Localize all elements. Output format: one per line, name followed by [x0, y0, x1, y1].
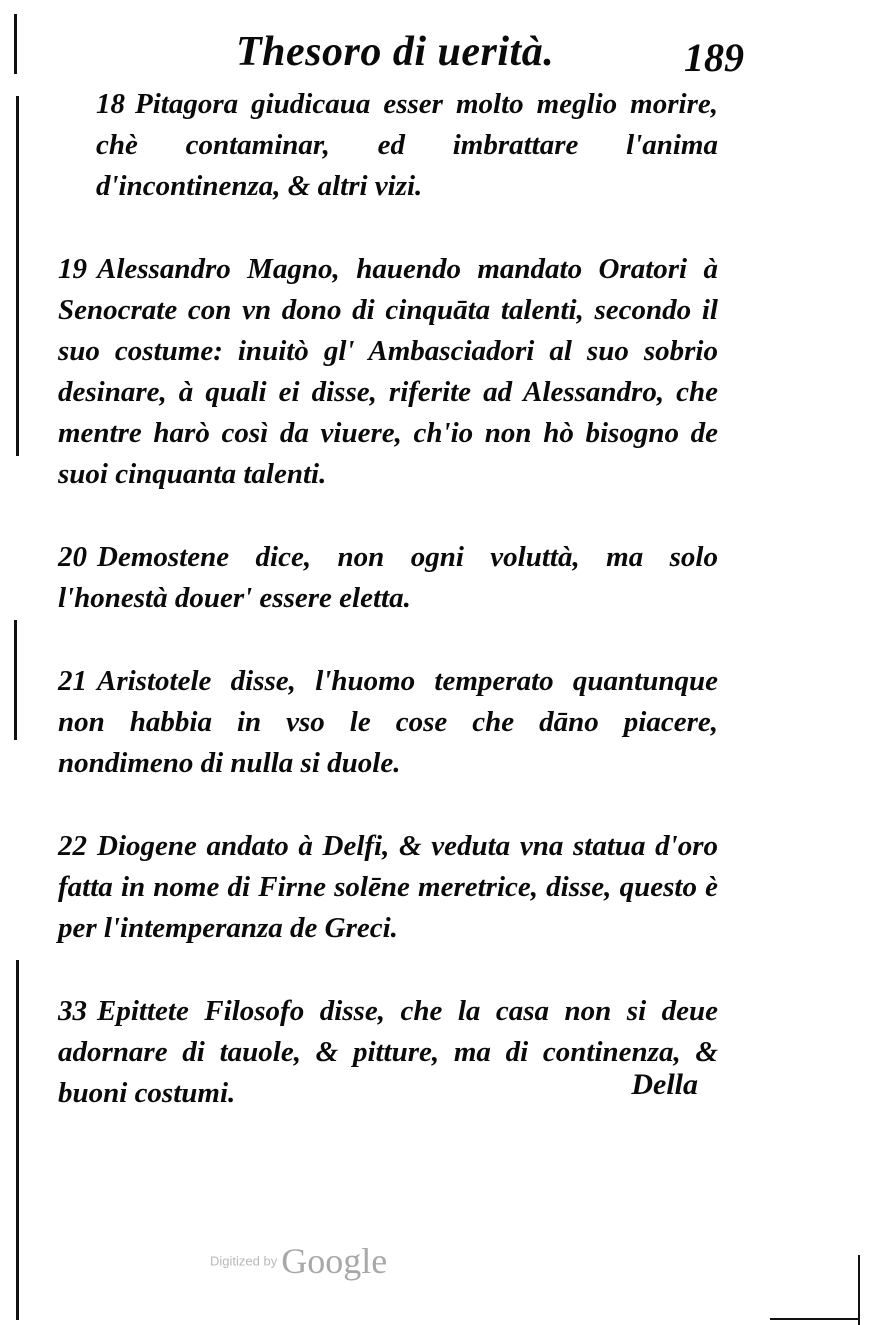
running-title: Thesoro di uerità.	[236, 29, 555, 75]
entry-text: Diogene andato à Delfi, & veduta vna statua d'oro fatta in nome di Firne solēne meretrice, disse, questo è per l'intemperanza de Greci.	[58, 830, 718, 944]
entry-text: Alessandro Magno, hauendo mandato Oratori à Senocrate con vn dono di cinquāta talenti, secondo il suo costume: inuitò gl' Ambasciadori al suo sobrio desinare, à quali ei disse, riferite ad Alessandro, che mentre harò così da viuere, ch'io non hò bisogno de suoi cinquanta talenti.	[58, 253, 718, 490]
google-logo: Google	[281, 1241, 388, 1281]
bottom-right-rule-horizontal	[770, 1318, 860, 1320]
left-margin-rule-middle	[14, 620, 17, 740]
catchword: Della	[631, 1068, 698, 1101]
entry-18	[96, 84, 718, 207]
entry-text: Demostene dice, non ogni voluttà, ma solo l'honestà douer' essere eletta.	[58, 541, 718, 614]
left-margin-rule-top	[14, 14, 17, 74]
entry-number: 22	[58, 830, 87, 862]
entry-33	[58, 991, 718, 1114]
page-number: 189	[684, 35, 744, 80]
entry-21	[58, 661, 718, 784]
left-margin-rule-lower	[16, 960, 19, 1320]
entry-number: 20	[58, 541, 87, 573]
left-margin-rule-upper	[16, 96, 19, 456]
entry-text: Pitagora giudicaua esser molto meglio morire, chè contaminar, ed imbrattare l'anima d'incontinenza, & altri vizi.	[96, 88, 718, 202]
watermark-prefix: Digitized by	[210, 1253, 278, 1269]
entry-number: 33	[58, 995, 87, 1027]
entry-text: Aristotele disse, l'huomo temperato quantunque non habbia in vso le cose che dāno piacere, nondimeno di nulla si duole.	[58, 665, 718, 779]
entry-19	[58, 249, 718, 495]
entry-20	[58, 537, 718, 619]
bottom-right-rule-vertical	[858, 1255, 860, 1325]
page-header	[236, 28, 756, 84]
entry-number: 19	[58, 253, 87, 285]
entry-number: 21	[58, 665, 87, 697]
digitized-watermark	[210, 1240, 387, 1282]
text-body	[58, 84, 718, 1156]
entry-text: Epittete Filosofo disse, che la casa non si deue adornare di tauole, & pitture, ma di continenza, & buoni costumi.	[58, 995, 718, 1109]
entry-22	[58, 826, 718, 949]
entry-number: 18	[96, 88, 125, 120]
